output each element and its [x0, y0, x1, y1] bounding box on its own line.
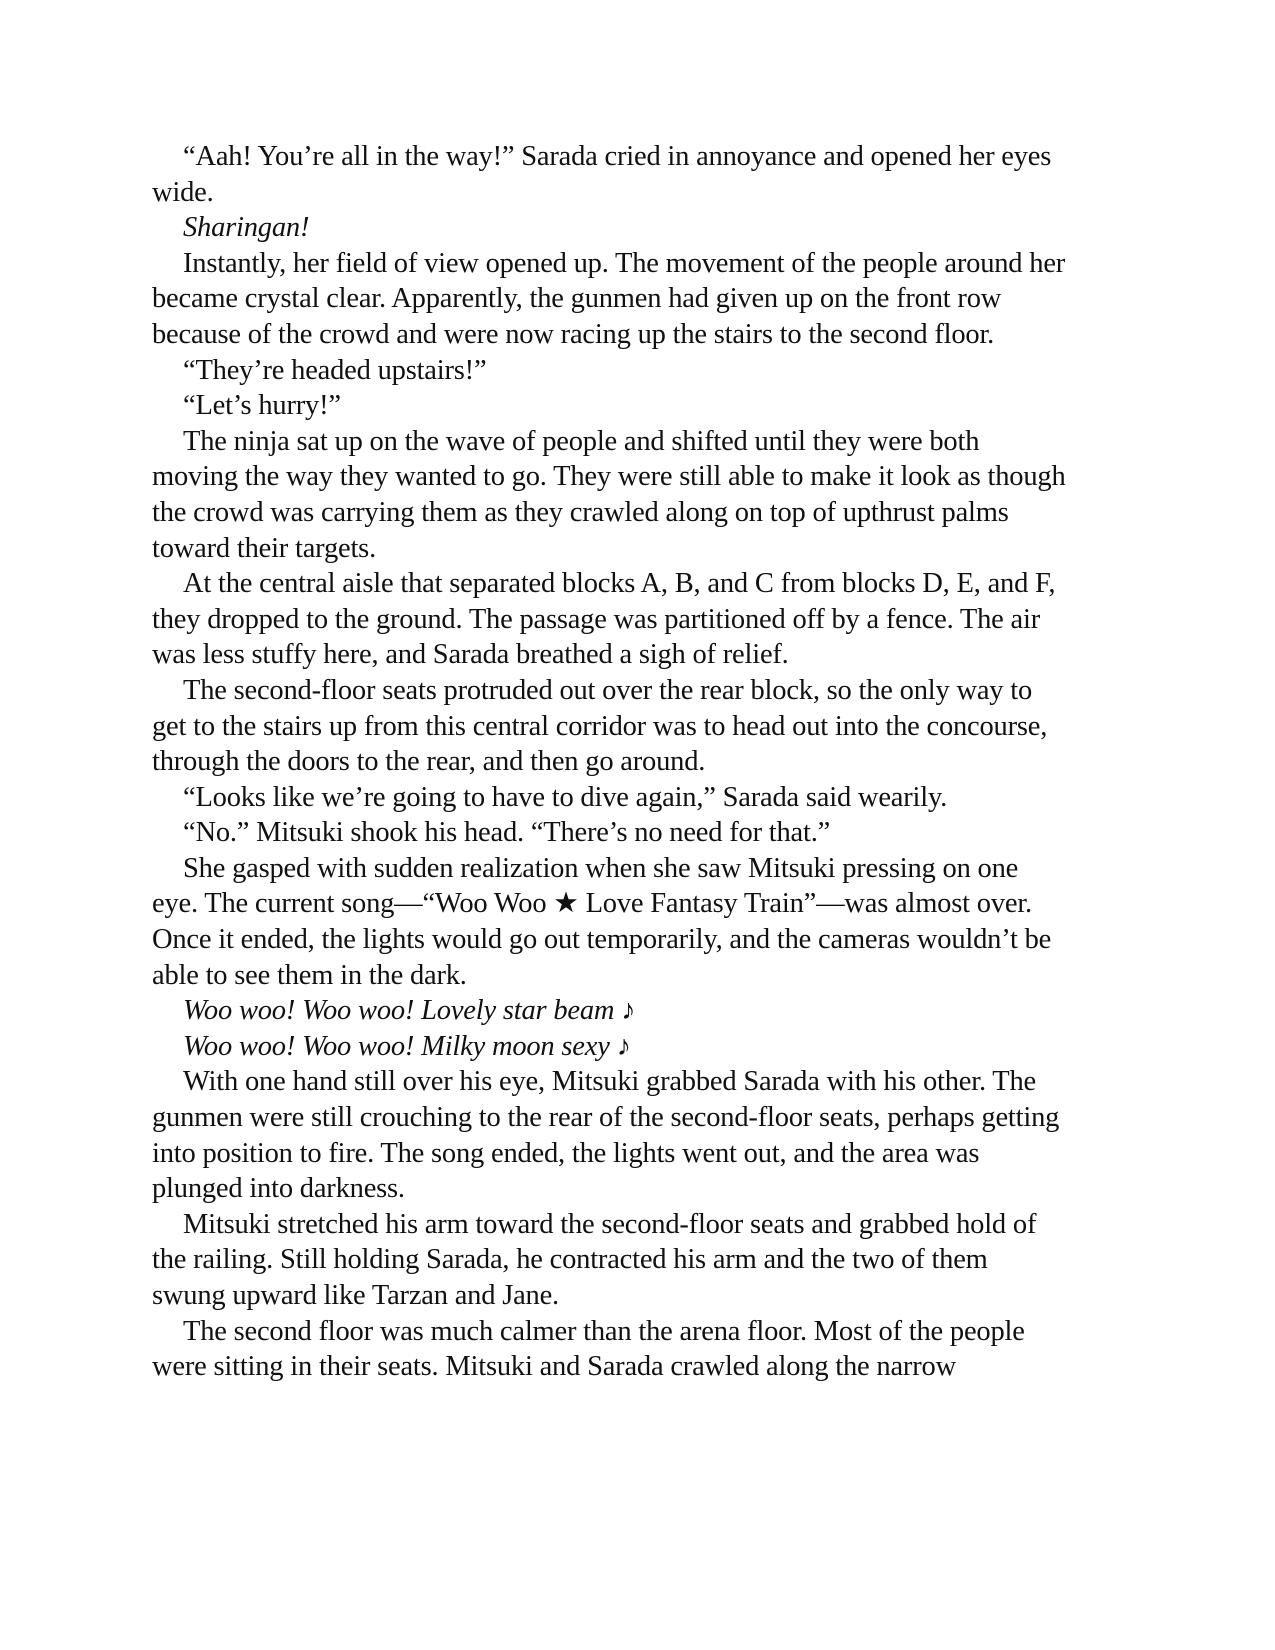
paragraph: Mitsuki stretched his arm toward the second-floor seats and grabbed hold of the railing. Still holding Sarada, he contracted his arm and the two of them swung upward like Tarzan and Jane. — [152, 1208, 1037, 1311]
song-lyric: Woo woo! Woo woo! Milky moon sexy ♪ — [183, 1030, 631, 1062]
paragraph: With one hand still over his eye, Mitsuki grabbed Sarada with his other. The gunmen were still crouching to the rear of the second-floor seats, perhaps getting into position to fire. The song ended, the lights went out, and the area was plunged into darkness. — [152, 1066, 1060, 1205]
page-body — [152, 139, 1067, 1385]
paragraph: “Let’s hurry!” — [183, 390, 341, 422]
paragraph: The ninja sat up on the wave of people and shifted until they were both moving the way they wanted to go. They were still able to make it look as though the crowd was carrying them as they crawled along on top of upthrust palms toward their targets. — [152, 425, 1066, 564]
paragraph: She gasped with sudden realization when she saw Mitsuki pressing on one eye. The current song—“Woo Woo ★ Love Fantasy Train”—was almost over. Once it ended, the lights would go out temporarily, and the cameras wouldn’t be able to see them in the dark. — [152, 852, 1052, 991]
paragraph: At the central aisle that separated blocks A, B, and C from blocks D, E, and F, they dropped to the ground. The passage was partitioned off by a fence. The air was less stuffy here, and Sarada breathed a sigh of relief. — [152, 568, 1056, 671]
paragraph: The second-floor seats protruded out over the rear block, so the only way to get to the stairs up from this central corridor was to head out into the concourse, through the doors to the rear, and then go around. — [152, 674, 1048, 778]
paragraph: “They’re headed upstairs!” — [183, 354, 487, 386]
paragraph: “No.” Mitsuki shook his head. “There’s no need for that.” — [183, 817, 831, 849]
paragraph: Instantly, her field of view opened up. The movement of the people around her became crystal clear. Apparently, the gunmen had given up on the front row because of the crowd and were now racing up the stairs to the second floor. — [152, 247, 1066, 350]
paragraph: “Aah! You’re all in the way!” Sarada cried in annoyance and opened her eyes wide. — [152, 141, 1052, 208]
paragraph-italic: Sharingan! — [183, 212, 310, 244]
song-lyric: Woo woo! Woo woo! Lovely star beam ♪ — [183, 995, 636, 1027]
paragraph: “Looks like we’re going to have to dive again,” Sarada said wearily. — [183, 781, 948, 813]
paragraph: The second floor was much calmer than the arena floor. Most of the people were sitting in their seats. Mitsuki and Sarada crawled along the narrow — [152, 1315, 1025, 1383]
